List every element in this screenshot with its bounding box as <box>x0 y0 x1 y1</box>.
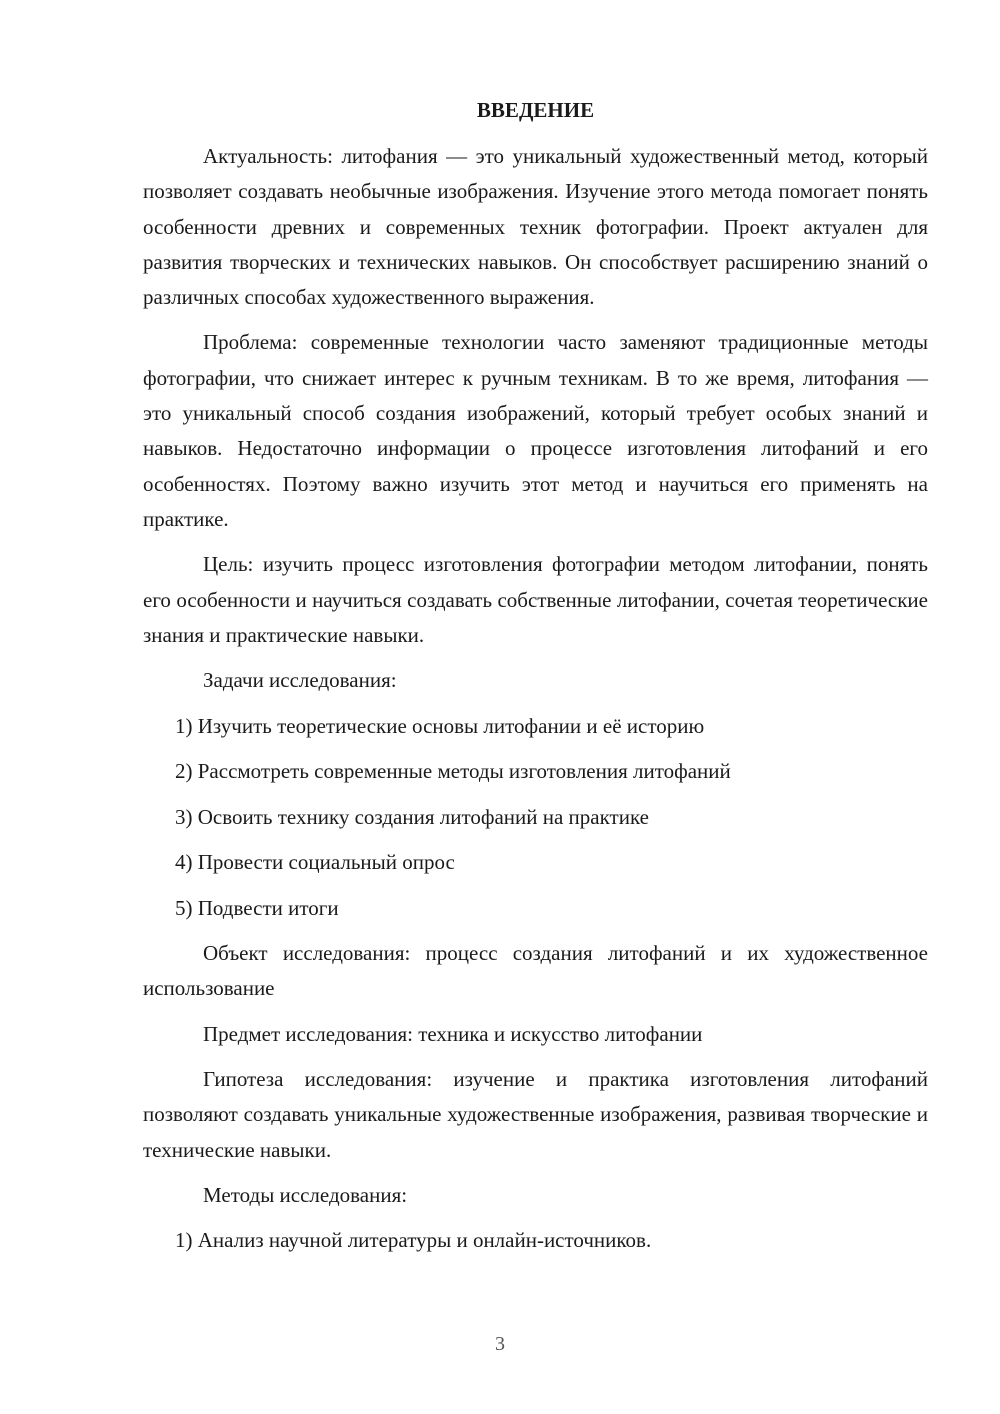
relevance-paragraph: Актуальность: литофания — это уникальный художественный метод, который позволяет создавать необычные изображения. Изучение этого метода помогает понять особенности древних и современных техник фотографии. Проект актуален для развития творческих и технических навыков. Он способствует расширению знаний о различных способах художественного выражения. <box>143 144 928 310</box>
object-paragraph: Объект исследования: процесс создания литофаний и их художественное использование <box>143 941 928 1001</box>
page-number: 3 <box>495 1333 505 1355</box>
methods-heading: Методы исследования: <box>203 1182 408 1207</box>
tasks-heading: Задачи исследования: <box>203 668 397 693</box>
document-page <box>143 95 928 1269</box>
section-title: ВВЕДЕНИЕ <box>476 98 595 122</box>
method-item-1: 1) Анализ научной литературы и онлайн-источников. <box>175 1228 652 1253</box>
problem-paragraph: Проблема: современные технологии часто заменяют традиционные методы фотографии, что снижает интерес к ручным техникам. В то же время, литофания — это уникальный способ создания изображений, который требует особых знаний и навыков. Недостаточно информации о процессе изготовления литофаний и его особенностях. Поэтому важно изучить этот метод и научиться его применять на практике. <box>143 330 928 531</box>
hypothesis-paragraph: Гипотеза исследования: изучение и практика изготовления литофаний позволяют создавать уникальные художественные изображения, развивая творческие и технические навыки. <box>143 1067 928 1162</box>
task-item-3: 3) Освоить технику создания литофаний на практике <box>175 804 649 829</box>
subject-paragraph: Предмет исследования: техника и искусство литофании <box>203 1021 703 1046</box>
task-item-5: 5) Подвести итоги <box>175 895 339 920</box>
task-item-4: 4) Провести социальный опрос <box>175 850 455 875</box>
goal-paragraph: Цель: изучить процесс изготовления фотографии методом литофании, понять его особенности и научиться создавать собственные литофании, сочетая теоретические знания и практические навыки. <box>143 552 928 647</box>
task-item-2: 2) Рассмотреть современные методы изготовления литофаний <box>175 759 731 784</box>
task-item-1: 1) Изучить теоретические основы литофании и её историю <box>175 713 705 738</box>
